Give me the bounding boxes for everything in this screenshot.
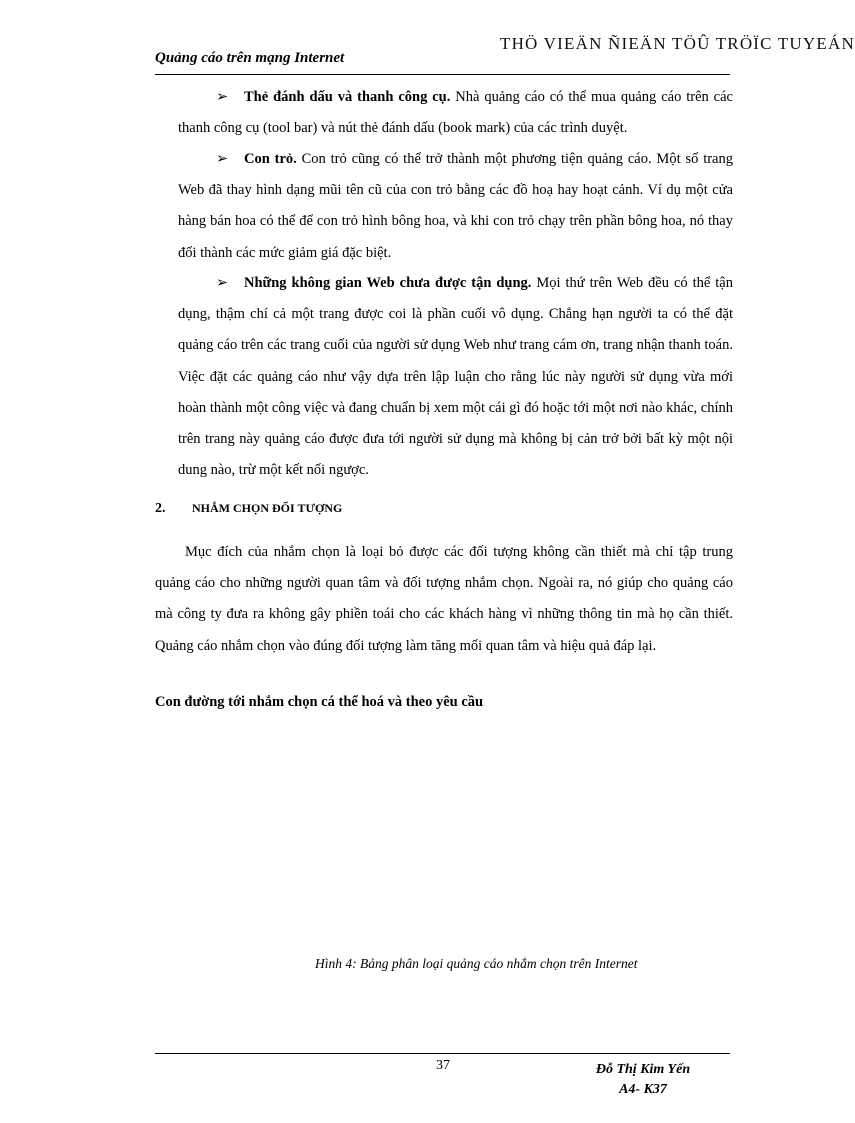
bullet-arrow-icon: ➢: [216, 151, 229, 167]
bullet-paragraph-cursor: [178, 144, 733, 269]
author-class: A4- K37: [619, 1082, 667, 1097]
author-signature: [583, 1060, 703, 1100]
header-divider: [155, 74, 730, 75]
bullet-text: Con trỏ cũng có thể trở thành một phương tiện quảng cáo. Một số trang Web đã thay hình dạng mũi tên cũ của con trỏ bằng các đồ hoạ hay hoạt cảnh. Ví dụ một cửa hàng bán hoa có thể để con trỏ hình bông hoa, và khi con trỏ chạy trên phần bông hoa, nó thay đổi thành các mức giảm giá đặc biệt.: [178, 151, 733, 261]
section-heading: [155, 501, 342, 517]
bullet-paragraph-toolbar: [178, 82, 733, 144]
bullet-paragraph-unused-space: [178, 268, 733, 486]
bullet-lead: Những không gian Web chưa được tận dụng.: [244, 275, 532, 291]
bullet-text: Mọi thứ trên Web đều có thể tận dụng, thậm chí cả một trang được coi là phần cuối vô dụng. Chẳng hạn người ta có thể đặt quảng cáo trên các trang cuối của người sử dụng Web như trang cám ơn, trang nhận thanh toán. Việc đặt các quảng cáo như vậy dựa trên lập luận cho rằng lúc này người sử dụng vừa mới hoàn thành một công việc và đang chuẩn bị xem một cái gì đó hoặc tới một nơi nào khác, chính trên trang này quảng cáo được đưa tới người sử dụng mà không bị cản trở bởi bất kỳ một nội dung nào, trừ một kết nối ngược.: [178, 275, 733, 479]
subheading: Con đường tới nhắm chọn cá thể hoá và theo yêu cầu: [155, 694, 484, 710]
watermark-text: THÖ VIEÄN ÑIEÄN TÖÛ TRÖÏC TUYEÁN: [500, 34, 855, 53]
page-number: 37: [436, 1058, 450, 1073]
author-name: Đỗ Thị Kim Yến: [595, 1062, 691, 1077]
bullet-lead: Thẻ đánh dấu và thanh công cụ.: [244, 89, 451, 105]
section-paragraph: Mục đích của nhắm chọn là loại bỏ được các đối tượng không cần thiết mà chỉ tập trung quảng cáo cho những người quan tâm và đối tượng nhắm chọn. Ngoài ra, nó giúp cho quảng cáo mà công ty đưa ra không gây phiền toái cho các khách hàng vì những thông tin mà họ cần thiết. Quảng cáo nhắm chọn vào đúng đối tượng làm tăng mối quan tâm và hiệu quả đáp lại.: [155, 544, 733, 654]
bullet-arrow-icon: ➢: [216, 275, 229, 291]
section-number: 2.: [155, 501, 166, 516]
footer-divider: [155, 1053, 730, 1054]
bullet-lead: Con trỏ.: [244, 151, 297, 167]
bullet-arrow-icon: ➢: [216, 89, 229, 105]
section-title: NHẮM CHỌN ĐỐI TƯỢNG: [192, 501, 343, 515]
running-header-title: Quảng cáo trên mạng Internet: [155, 50, 345, 66]
bullet-text: Nhà quảng cáo có thể mua quảng cáo trên các thanh công cụ (tool bar) và nút thẻ đánh dấu (book mark) của các trình duyệt.: [178, 89, 733, 137]
figure-caption: Hình 4: Bảng phân loại quảng cáo nhắm chọn trên Internet: [315, 956, 638, 971]
